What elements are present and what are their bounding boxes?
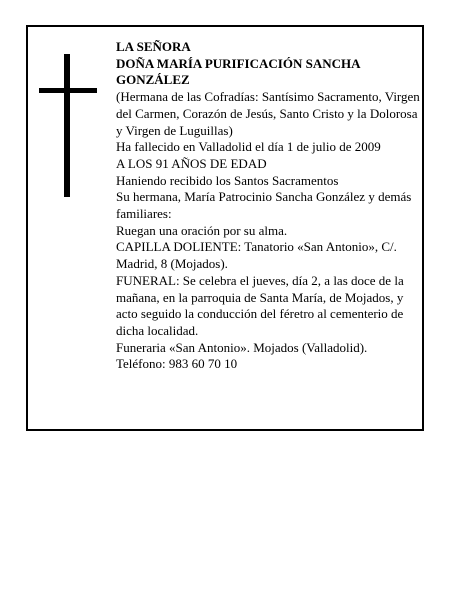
cofradias-text: (Hermana de las Cofradías: Santísimo Sacramento, Virgen del Carmen, Corazón de Jesús, Santo Cristo y la Dolorosa y Virgen de Luguillas)	[116, 89, 420, 138]
cross-horizontal-bar	[39, 88, 97, 93]
notice-title: LA SEÑORA	[116, 39, 191, 54]
family-text: Su hermana, María Patrocinio Sancha González y demás familiares:	[116, 189, 412, 222]
cross-vertical-bar	[64, 54, 70, 197]
funeral-home-text: Funeraria «San Antonio». Mojados (Valladolid).	[116, 339, 368, 355]
phone-text: Teléfono: 983 60 70 10	[116, 356, 238, 372]
age-text: A LOS 91 AÑOS DE EDAD	[116, 155, 267, 171]
death-date-text: Ha fallecido en Valladolid el día 1 de julio de 2009	[116, 139, 381, 155]
prayer-request-text: Ruegan una oración por su alma.	[116, 222, 288, 238]
obituary-notice	[26, 25, 424, 431]
sacraments-text: Haniendo recibido los Santos Sacramentos	[116, 172, 339, 188]
cross-icon	[39, 54, 97, 197]
obituary-text	[116, 39, 421, 373]
chapel-text: CAPILLA DOLIENTE: Tanatorio «San Antonio», C/. Madrid, 8 (Mojados).	[116, 239, 397, 272]
deceased-name: DOÑA MARÍA PURIFICACIÓN SANCHA GONZÁLEZ	[116, 55, 360, 88]
funeral-text: FUNERAL: Se celebra el jueves, día 2, a las doce de la mañana, en la parroquia de Santa María, de Mojados, y acto seguido la conducción del féretro al cementerio de dicha localidad.	[116, 272, 404, 338]
